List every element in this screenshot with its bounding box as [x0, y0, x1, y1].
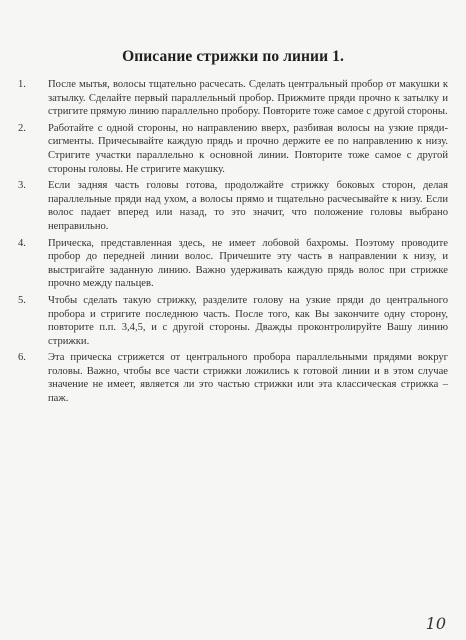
instruction-item	[18, 179, 448, 233]
item-number: 5.	[18, 294, 26, 306]
instruction-list	[18, 78, 448, 409]
item-number: 2.	[18, 122, 26, 134]
item-number: 4.	[18, 237, 26, 249]
instruction-item	[18, 351, 448, 405]
instruction-item	[18, 237, 448, 291]
item-number: 3.	[18, 180, 26, 192]
item-text: Работайте с одной стороны, но направлению вверх, разбивая волосы на узкие пряди-сигменты. Причесывайте каждую прядь и прочно держите ее по направлению к низу. Стригите участки параллельно к основной линии. Повторите тоже самое с другой стороны головы. Не стригите макушку.	[48, 122, 448, 175]
instruction-item	[18, 294, 448, 348]
item-text: Прическа, представленная здесь, не имеет лобовой бахромы. Поэтому проводите пробор до передней линии волос. Причешите эту часть в направлении к низу, и выстригайте заданную линию. Важно удерживать каждую прядь волос при стрижке прочно между пальцев.	[48, 237, 448, 290]
item-number: 1.	[18, 79, 26, 90]
page-number: 10	[425, 614, 446, 633]
item-text: После мытья, волосы тщательно расчесать. Сделать центральный пробор от макушки к затылку. Сделайте первый параллельный пробор. Прижмите пряди прочно к затылку и стригите прямую линию параллельно пробору. Повторите тоже самое с другой стороны.	[48, 79, 448, 118]
item-text: Если задняя часть головы готова, продолжайте стрижку боковых сторон, делая параллельные пряди над ухом, а волосы прямо и тщательно расчесывайте к низу. Если волос падает вперед или назад, то это значит, что положение головы выбрано неправильно.	[48, 180, 448, 232]
item-text: Чтобы сделать такую стрижку, разделите голову на узкие пряди до центрального пробора и стригите последнюю часть. После того, как Вы закончите одну сторону, повторите п.п. 3,4,5, и с другой стороны. Дважды проконтролируйте Вашу линию стрижки.	[48, 294, 448, 347]
instruction-item	[18, 78, 448, 119]
document-title: Описание стрижки по линии 1.	[122, 48, 344, 65]
item-number: 6.	[18, 352, 26, 364]
instruction-item	[18, 122, 448, 176]
item-text: Эта прическа стрижется от центрального пробора параллельными прядями вокруг головы. Важно, чтобы все части стрижки ложились к готовой линии и в этом случае значение не имеет, является ли это частью стрижки или эта классическая стрижка – паж.	[48, 352, 448, 405]
